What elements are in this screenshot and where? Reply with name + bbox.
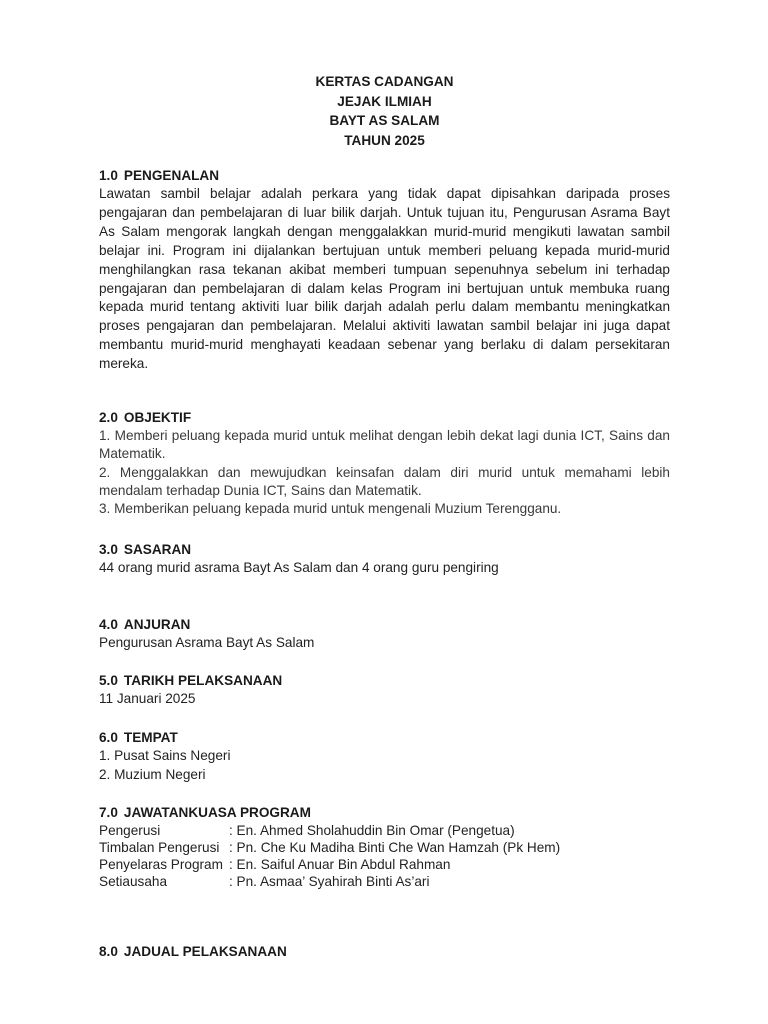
section-body: 11 Januari 2025 xyxy=(99,691,196,706)
section-anjuran xyxy=(99,615,670,653)
title-line: TAHUN 2025 xyxy=(344,132,425,148)
section-tempat xyxy=(99,728,670,784)
section-number: 2.0 xyxy=(99,410,118,425)
committee-role: Timbalan Pengerusi xyxy=(99,840,220,855)
section-heading xyxy=(99,540,670,559)
section-title: JAWATANKUASA PROGRAM xyxy=(123,805,311,820)
document-page xyxy=(99,72,670,959)
section-number: 3.0 xyxy=(99,542,118,557)
committee-name: : Pn. Asmaa’ Syahirah Binti As’ari xyxy=(229,874,430,889)
committee-role: Pengerusi xyxy=(99,823,161,838)
section-heading xyxy=(99,166,670,185)
committee-role: Setiausaha xyxy=(99,874,168,889)
section-title: PENGENALAN xyxy=(123,168,220,183)
section-title: TEMPAT xyxy=(123,730,178,745)
document-title xyxy=(99,72,670,150)
committee-name: : Pn. Che Ku Madiha Binti Che Wan Hamzah (Pk Hem) xyxy=(229,840,561,855)
section-heading xyxy=(99,803,670,822)
section-tarikh xyxy=(99,671,670,709)
list-item: 3. Memberikan peluang kepada murid untuk mengenali Muzium Terengganu. xyxy=(99,501,562,517)
title-line: JEJAK ILMIAH xyxy=(337,93,432,109)
list-item: 2. Muzium Negeri xyxy=(99,766,206,782)
committee-table xyxy=(99,822,670,890)
section-objektif xyxy=(99,408,670,518)
section-number: 8.0 xyxy=(99,944,118,959)
section-title: ANJURAN xyxy=(123,617,191,632)
section-number: 4.0 xyxy=(99,617,118,632)
list-item: 1. Pusat Sains Negeri xyxy=(99,748,231,763)
title-line: BAYT AS SALAM xyxy=(329,113,440,128)
section-number: 7.0 xyxy=(99,805,118,820)
list-item: 2. Menggalakkan dan mewujudkan keinsafan dalam diri murid untuk memahami lebih mendalam terhadap Dunia ICT, Sains dan Matematik. xyxy=(99,464,670,498)
section-number: 5.0 xyxy=(99,673,118,688)
list-item: 1. Memberi peluang kepada murid untuk melihat dengan lebih dekat lagi dunia ICT, Sains dan Matematik. xyxy=(99,428,670,462)
section-title: TARIKH PELAKSANAAN xyxy=(123,673,283,688)
committee-name: : En. Saiful Anuar Bin Abdul Rahman xyxy=(229,857,451,872)
section-number: 1.0 xyxy=(99,168,118,183)
section-title: JADUAL PELAKSANAAN xyxy=(123,944,287,959)
section-body: Lawatan sambil belajar adalah perkara yang tidak dapat dipisahkan daripada proses pengajaran dan pembelajaran di luar bilik darjah. Untuk tujuan itu, Pengurusan Asrama Bayt As Salam mengorak langkah dengan menggalakkan murid-murid mengikuti lawatan sambil belajar ini. Program ini dijalankan bertujuan untuk memberi peluang kepada murid-murid menghilangkan rasa tekanan akibat memberi tumpuan sepenuhnya sebelum ini terhadap pengajaran dan pembelajaran di dalam kelas Program ini bertujuan untuk membuka ruang kepada murid tentang aktiviti luar bilik darjah adalah perlu dalam membantu meningkatkan proses pengajaran dan pembelajaran. Melalui aktiviti lawatan sambil belajar ini juga dapat membantu murid-murid menghayati keadaan sebenar yang berlaku di dalam persekitaran mereka. xyxy=(99,186,670,372)
section-pengenalan xyxy=(99,166,670,374)
section-jawatankuasa xyxy=(99,803,670,890)
section-heading xyxy=(99,942,670,961)
section-heading xyxy=(99,728,670,747)
section-body: Pengurusan Asrama Bayt As Salam xyxy=(99,635,315,650)
section-heading xyxy=(99,671,670,690)
section-heading xyxy=(99,615,670,634)
section-title: OBJEKTIF xyxy=(123,410,192,425)
title-line: KERTAS CADANGAN xyxy=(315,74,454,89)
committee-name: : En. Ahmed Sholahuddin Bin Omar (Pengetua) xyxy=(229,823,515,838)
committee-role: Penyelaras Program xyxy=(99,857,223,872)
section-heading xyxy=(99,408,670,427)
section-jadual xyxy=(99,942,670,961)
section-number: 6.0 xyxy=(99,730,118,745)
section-sasaran xyxy=(99,540,670,578)
section-title: SASARAN xyxy=(123,542,192,557)
section-body: 44 orang murid asrama Bayt As Salam dan 4 orang guru pengiring xyxy=(99,560,499,575)
